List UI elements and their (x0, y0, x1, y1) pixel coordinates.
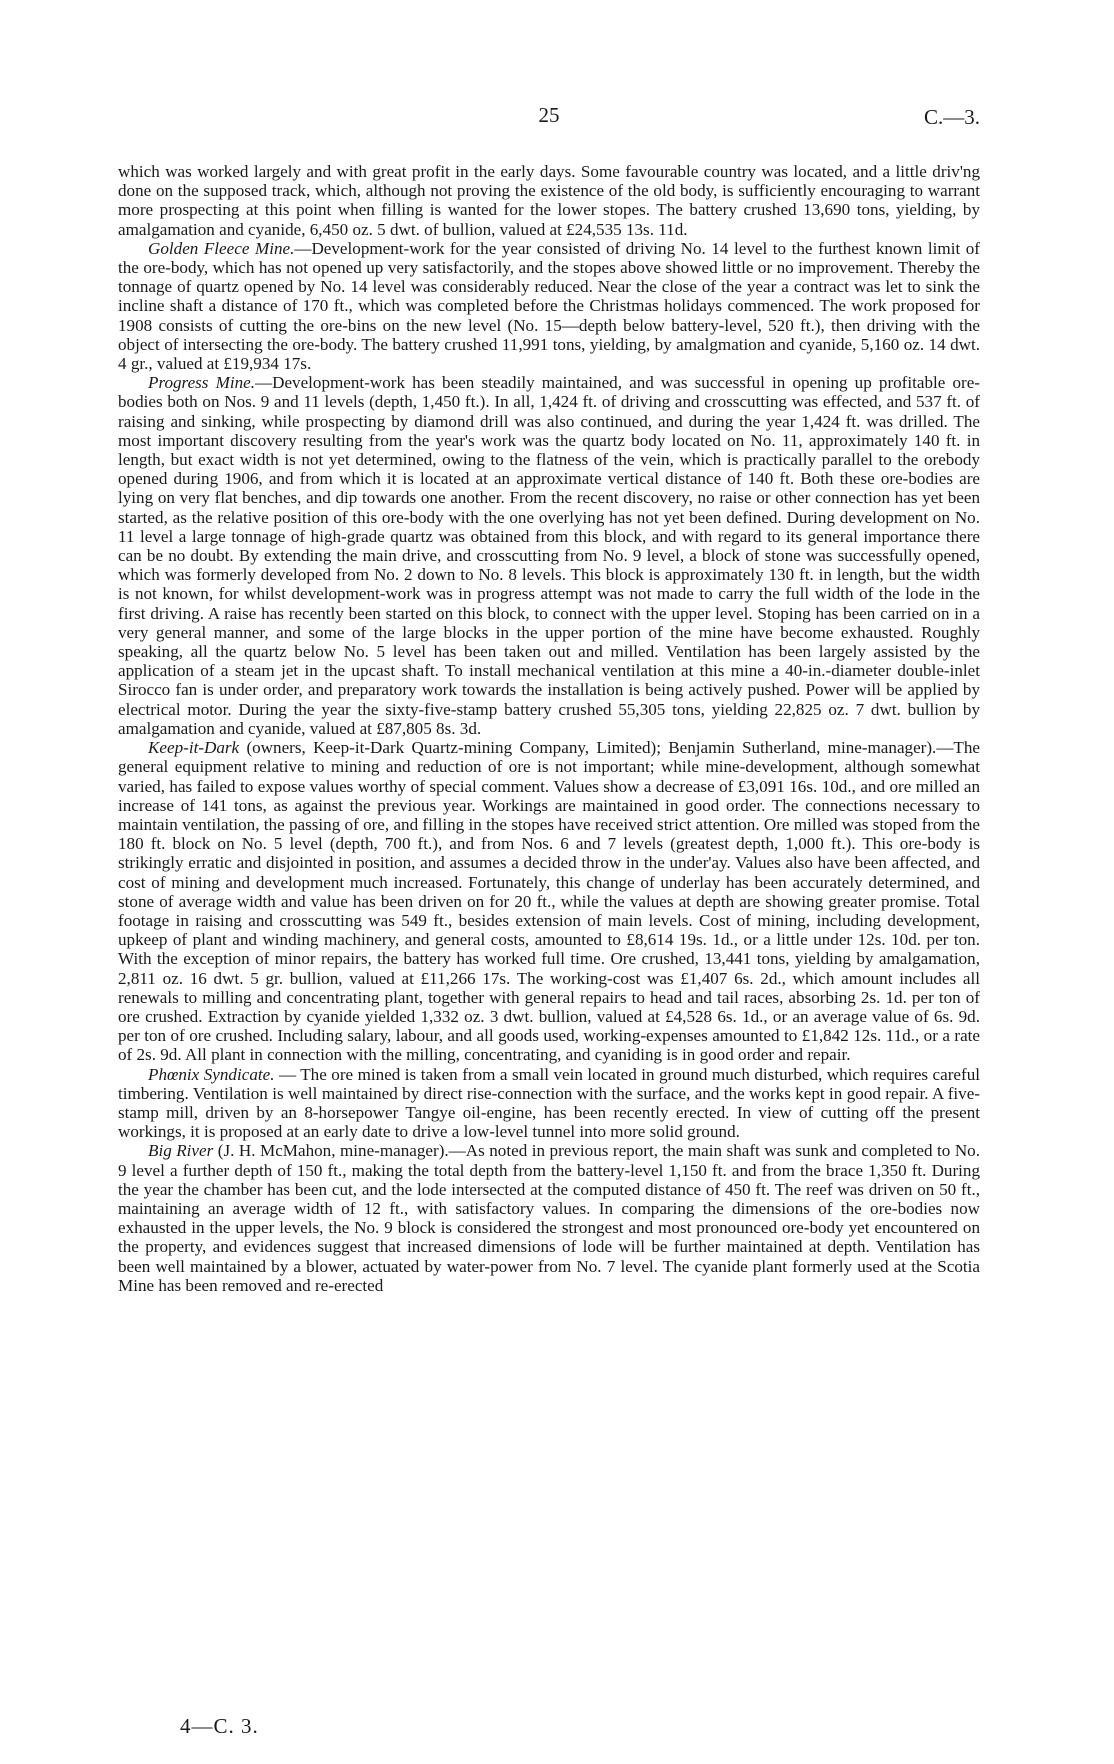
report-body (118, 162, 980, 1295)
paragraph-text: (J. H. McMahon, mine-manager).—As noted in previous report, the main shaft was sunk and completed to No. 9 level a further depth of 150 ft., making the total depth from the battery-level 1,150 ft. and from the brace 1,350 ft. During the year the chamber has been cut, and the lode intersected at the computed distance of 450 ft. The reef was driven on 50 ft., maintaining an average width of 12 ft., with satisfactory values. In comparing the dimensions of the ore-bodies now exhausted in the upper levels, the No. 9 block is considered the strongest and most pronounced ore-body yet encountered on the property, and evidences suggest that increased dimensions of lode will be further maintained at depth. Ventilation has been well maintained by a blower, actuated by water-power from No. 7 level. The cyanide plant formerly used at the Scotia Mine has been removed and re-erected (118, 1141, 980, 1295)
paragraph-continued (118, 162, 980, 239)
page-number: 25 (538, 103, 560, 127)
report-reference: C.—3. (923, 105, 980, 129)
mine-heading: Keep-it-Dark (148, 738, 240, 758)
paragraph-progress-mine (118, 373, 980, 738)
paragraph-keep-it-dark (118, 738, 980, 1064)
page-header (118, 103, 980, 133)
mine-heading: Progress Mine. (148, 373, 255, 393)
mine-heading: Golden Fleece Mine. (148, 238, 295, 258)
paragraph-text: — The ore mined is taken from a small vein located in ground much disturbed, which requires careful timbering. Ventilation is well maintained by direct rise-connection with the surface, and the works kept in good repair. A five-stamp mill, driven by an 8-horsepower Tangye oil-engine, has been recently erected. In view of cutting off the present workings, it is proposed at an early date to drive a low-level tunnel into more solid ground. (118, 1064, 980, 1142)
mine-heading: Phœnix Syndicate. (148, 1064, 275, 1084)
paragraph-text: which was worked largely and with great profit in the early days. Some favourable country was located, and a little driv'ng done on the supposed track, which, although not proving the existence of the old body, is sufficiently encouraging to warrant more prospecting at this point when filling is wanted for the lower stopes. The battery crushed 13,690 tons, yielding, by amalgamation and cyanide, 6,450 oz. 5 dwt. of bullion, valued at £24,535 13s. 11d. (118, 162, 980, 239)
paragraph-text: —Development-work has been steadily maintained, and was successful in opening up profitable ore-bodies both on Nos. 9 and 11 levels (depth, 1,450 ft.). In all, 1,424 ft. of driving and crosscutting was effected, and 537 ft. of raising and sinking, while prospecting by diamond drill was also continued, and during the year 1,424 ft. was drilled. The most important discovery resulting from the year's work was the quartz body located on No. 11, approximately 140 ft. in length, but exact width is not yet determined, owing to the flatness of the vein, which is practically parallel to the orebody opened during 1906, and from which it is located at an approximate vertical distance of 140 ft. Both these ore-bodies are lying on very flat benches, and dip towards one another. From the recent discovery, no raise or other connection has yet been started, as the relative position of this ore-body with the one overlying has not yet been defined. During development on No. 11 level a large tonnage of high-grade quartz was obtained from this block, and with regard to its general importance there can be no doubt. By extending the main drive, and crosscutting from No. 9 level, a block of stone was successfully opened, which was formerly developed from No. 2 down to No. 8 levels. This block is approximately 130 ft. in length, but the width is not known, for whilst development-work was in progress attempt was not made to carry the full width of the lode in the first driving. A raise has recently been started on this block, to connect with the upper level. Stoping has been carried on in a very general manner, and some of the large blocks in the upper portion of the mine have become exhausted. Roughly speaking, all the quartz below No. 5 level has been taken out and milled. Ventilation has been largely assisted by the application of a steam jet in the upcast shaft. To install mechanical ventilation at this mine a 40-in.-diameter double-inlet Sirocco fan is under order, and preparatory work towards the installation is being actively pushed. Power will be applied by electrical motor. During the year the sixty-five-stamp battery crushed 55,305 tons, yielding 22,825 oz. 7 dwt. bullion by amalgamation and cyanide, valued at £87,805 8s. 3d. (118, 373, 980, 738)
paragraph-big-river (118, 1141, 980, 1295)
mine-heading: Big River (148, 1141, 214, 1161)
signature-mark: 4—C. 3. (180, 1714, 259, 1738)
paragraph-text: (owners, Keep-it-Dark Quartz-mining Company, Limited); Benjamin Sutherland, mine-manager).—The general equipment relative to mining and reduction of ore is not important; while mine-development, although somewhat varied, has failed to expose values worthy of special comment. Values show a decrease of £3,091 16s. 10d., and ore milled an increase of 141 tons, as against the previous year. Workings are maintained in good order. The connections necessary to maintain ventilation, the passing of ore, and filling in the stopes have received strict attention. Ore milled was stoped from the 180 ft. block on No. 5 level (depth, 700 ft.), and from Nos. 6 and 7 levels (greatest depth, 1,000 ft.). This ore-body is strikingly erratic and disjointed in position, and assumes a decided throw in the under'ay. Values also have been affected, and cost of mining and development much increased. Fortunately, this change of underlay has been accurately determined, and stone of average width and value has been driven on for 20 ft., while the values at depth are showing greater promise. Total footage in raising and crosscutting was 549 ft., besides extension of main levels. Cost of mining, including development, upkeep of plant and winding machinery, and general costs, amounted to £8,614 19s. 1d., or a little under 12s. 10d. per ton. With the exception of minor repairs, the battery has worked full time. Ore crushed, 13,441 tons, yielding by amalgamation, 2,811 oz. 16 dwt. 5 gr. bullion, valued at £11,266 17s. The working-cost was £1,407 6s. 2d., which amount includes all renewals to milling and concentrating plant, together with general repairs to head and tail races, absorbing 2s. 1d. per ton of ore crushed. Extraction by cyanide yielded 1,332 oz. 3 dwt. bullion, valued at £4,528 6s. 1d., or an average value of 6s. 9d. per ton of ore crushed. Including salary, labour, and all goods used, working-expenses amounted to £1,842 12s. 11d., or a rate of 2s. 9d. All plant in connection with the milling, concentrating, and cyaniding is in good order and repair. (118, 738, 980, 1065)
paragraph-golden-fleece (118, 239, 980, 373)
paragraph-phoenix-syndicate (118, 1065, 980, 1142)
paragraph-text: —Development-work for the year consisted of driving No. 14 level to the furthest known limit of the ore-body, which has not opened up very satisfactorily, and the stopes above showed little or no improvement. Thereby the tonnage of quartz opened by No. 14 level was considerably reduced. Near the close of the year a contract was let to sink the incline shaft a distance of 170 ft., which was completed before the Christmas holidays commenced. The work proposed for 1908 consists of cutting the ore-bins on the new level (No. 15—depth below battery-level, 520 ft.), then driving with the object of intersecting the ore-body. The battery crushed 11,991 tons, yielding, by amalgmation and cyanide, 5,160 oz. 14 dwt. 4 gr., valued at £19,934 17s. (118, 238, 980, 374)
